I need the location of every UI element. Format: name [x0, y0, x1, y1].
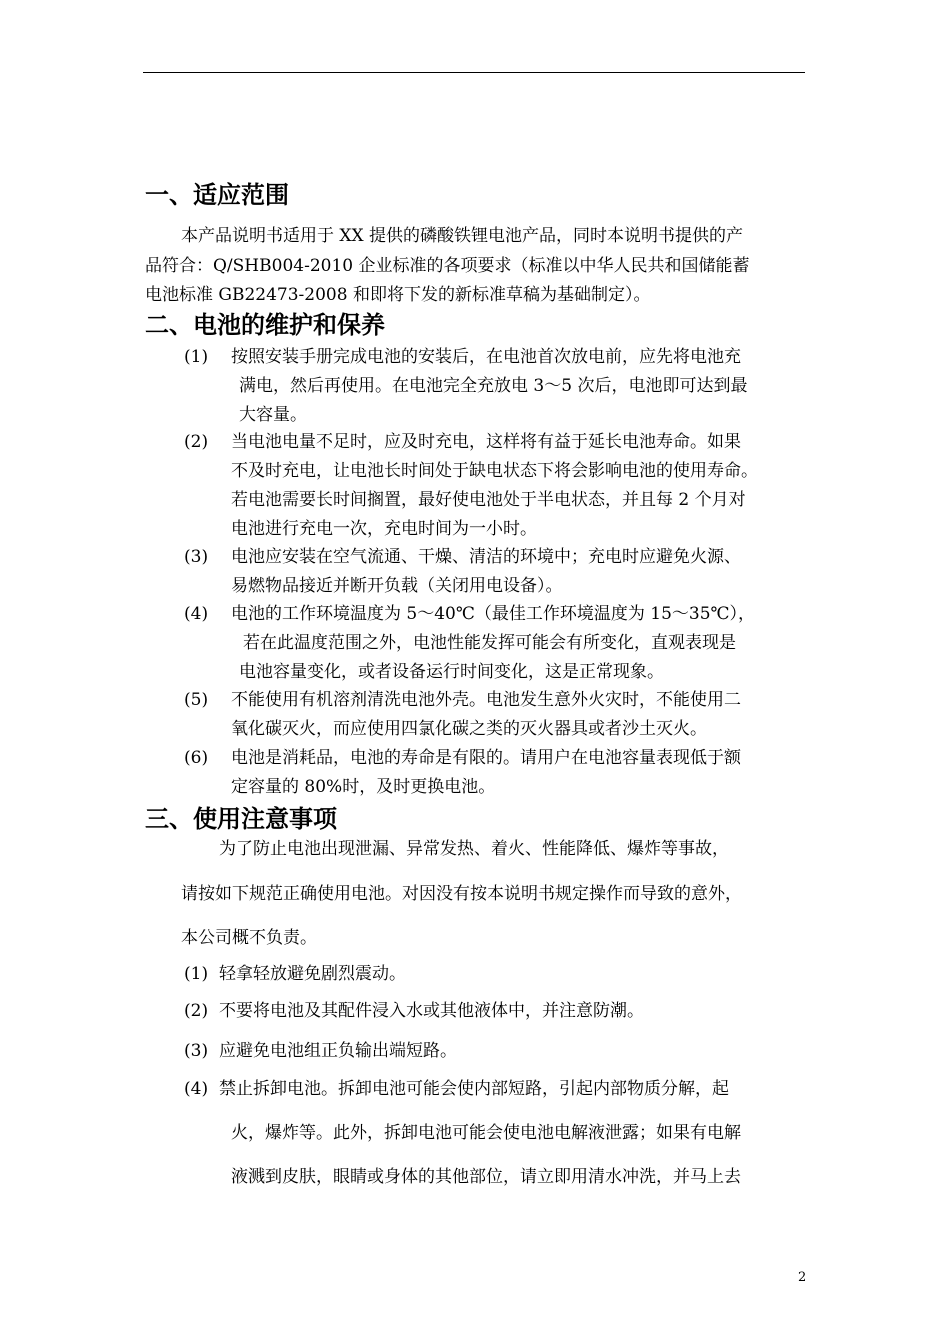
- s3-item-2-line-1: 不要将电池及其配件浸入水或其他液体中，并注意防潮。: [219, 1001, 644, 1021]
- s2-item-4-line-2: 若在此温度范围之外，电池性能发挥可能会有所变化，直观表现是: [243, 633, 736, 653]
- s2-item-4-line-3: 电池容量变化，或者设备运行时间变化，这是正常现象。: [239, 662, 664, 682]
- s2-item-2-line-3: 若电池需要长时间搁置，最好使电池处于半电状态，并且每 2 个月对: [231, 490, 746, 510]
- s2-item-1-line-3: 大容量。: [239, 405, 307, 425]
- s2-item-3-line-2: 易燃物品接近并断开负载（关闭用电设备）。: [231, 576, 563, 596]
- s3-item-4-num: (4): [184, 1079, 209, 1099]
- s2-item-1-line-1: 按照安装手册完成电池的安装后，在电池首次放电前，应先将电池充: [231, 347, 741, 367]
- s2-item-2-num: (2): [184, 432, 209, 452]
- page-number: 2: [798, 1270, 807, 1285]
- s2-item-2-line-2: 不及时充电，让电池长时间处于缺电状态下将会影响电池的使用寿命。: [231, 461, 758, 481]
- s3-item-3-num: (3): [184, 1041, 209, 1061]
- s3-item-1-num: (1): [184, 964, 209, 984]
- s3-intro-line-1: 为了防止电池出现泄漏、异常发热、着火、性能降低、爆炸等事故，: [219, 839, 729, 859]
- s2-item-4-num: (4): [184, 604, 209, 624]
- s3-item-3-line-1: 应避免电池组正负输出端短路。: [219, 1041, 457, 1061]
- section-1-title: 一、适应范围: [145, 181, 289, 209]
- s3-item-4-line-3: 液溅到皮肤，眼睛或身体的其他部位，请立即用清水冲洗，并马上去: [231, 1167, 741, 1187]
- s1-line-2: 品符合：Q/SHB004-2010 企业标准的各项要求（标准以中华人民共和国储能蓄: [145, 256, 750, 276]
- s2-item-5-num: (5): [184, 690, 209, 710]
- s2-item-6-line-2: 定容量的 80%时，及时更换电池。: [231, 777, 496, 797]
- header-rule: [143, 72, 805, 73]
- s3-item-2-num: (2): [184, 1001, 209, 1021]
- s3-item-1-line-1: 轻拿轻放避免剧烈震动。: [219, 964, 406, 984]
- s2-item-1-num: (1): [184, 347, 209, 367]
- s2-item-6-num: (6): [184, 748, 209, 768]
- s3-intro-line-3: 本公司概不负责。: [181, 928, 317, 948]
- s2-item-3-line-1: 电池应安装在空气流通、干燥、清洁的环境中；充电时应避免火源、: [231, 547, 741, 567]
- s2-item-1-line-2: 满电，然后再使用。在电池完全充放电 3～5 次后，电池即可达到最: [239, 376, 748, 396]
- s2-item-4-line-1: 电池的工作环境温度为 5～40℃（最佳工作环境温度为 15～35℃），: [231, 604, 756, 624]
- section-2-title: 二、电池的维护和保养: [145, 311, 385, 339]
- s2-item-2-line-4: 电池进行充电一次，充电时间为一小时。: [231, 519, 537, 539]
- s3-intro-line-2: 请按如下规范正确使用电池。对因没有按本说明书规定操作而导致的意外，: [181, 884, 742, 904]
- s1-line-3: 电池标准 GB22473-2008 和即将下发的新标准草稿为基础制定）。: [145, 285, 651, 305]
- s1-line-1: 本产品说明书适用于 XX 提供的磷酸铁锂电池产品，同时本说明书提供的产: [181, 226, 744, 246]
- section-3-title: 三、使用注意事项: [145, 805, 337, 833]
- s2-item-5-line-1: 不能使用有机溶剂清洗电池外壳。电池发生意外火灾时，不能使用二: [231, 690, 741, 710]
- s2-item-6-line-1: 电池是消耗品，电池的寿命是有限的。请用户在电池容量表现低于额: [231, 748, 741, 768]
- s3-item-4-line-2: 火，爆炸等。此外，拆卸电池可能会使电池电解液泄露；如果有电解: [231, 1123, 741, 1143]
- s2-item-5-line-2: 氧化碳灭火，而应使用四氯化碳之类的灭火器具或者沙土灭火。: [231, 719, 707, 739]
- s2-item-3-num: (3): [184, 547, 209, 567]
- s3-item-4-line-1: 禁止拆卸电池。拆卸电池可能会使内部短路，引起内部物质分解，起: [219, 1079, 729, 1099]
- s2-item-2-line-1: 当电池电量不足时，应及时充电，这样将有益于延长电池寿命。如果: [231, 432, 741, 452]
